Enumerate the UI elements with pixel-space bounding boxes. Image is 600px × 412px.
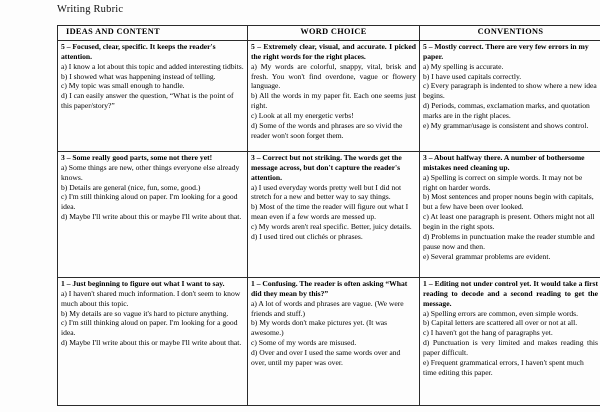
- criterion-item: d) I used tired out clichés or phrases.: [251, 231, 363, 241]
- cell-conventions-score-5: [420, 41, 600, 152]
- criterion-item: a) My spelling is accurate.: [423, 61, 504, 71]
- criterion-item: b) I showed what was happening instead of telling.: [61, 71, 216, 81]
- criterion-item: e) Frequent grammatical errors, I haven't spent much time editing this paper.: [423, 357, 584, 377]
- criterion-lead: 5 – Mostly correct. There are very few errors in my paper.: [423, 42, 589, 61]
- cell-word-choice-score-1: [248, 278, 420, 406]
- criterion-item: b) All the words in my paper fit. Each one seems just right.: [251, 91, 416, 111]
- page-title: Writing Rubric: [57, 4, 124, 15]
- criterion-item: d) Punctuation is very limited and makes reading this paper difficult.: [423, 338, 598, 358]
- table-header-row: [58, 26, 600, 41]
- cell-ideas-score-5: [58, 41, 248, 152]
- criterion-item: c) Every paragraph is indented to show where a new idea begins.: [423, 81, 597, 101]
- criterion-item: b) Capital letters are scattered all over or not at all.: [423, 318, 578, 328]
- criterion-item: c) My words aren't real specific. Better, juicy details.: [251, 222, 412, 232]
- criterion-item: b) Most of the time the reader will figure out what I mean even if a few words are messed up.: [251, 202, 409, 222]
- criterion-item: a) I used everyday words pretty well but I did not stretch for a new and better way to say things.: [251, 182, 402, 202]
- criterion-item: c) Look at all my energetic verbs!: [251, 111, 354, 121]
- column-header-conventions: CONVENTIONS: [420, 26, 600, 41]
- criterion-item: d) Periods, commas, exclamation marks, and quotation marks are in the right places.: [423, 101, 590, 121]
- criterion-lead: 5 – Focused, clear, specific. It keeps the reader's attention.: [61, 42, 216, 61]
- criterion-item: a) My words are colorful, snappy, vital, brisk and fresh. You won't find overdone, vague or flowery language.: [251, 61, 416, 91]
- criterion-item: d) Over and over I used the same words over and over, until my paper was over.: [251, 348, 401, 367]
- criterion-item: c) Some of my words are misused.: [251, 338, 357, 348]
- criterion-item: a) I know a lot about this topic and added interesting tidbits.: [61, 61, 244, 71]
- criterion-item: c) I'm still thinking aloud on paper. I'm looking for a good idea.: [61, 192, 238, 212]
- column-header-ideas-and-content: IDEAS AND CONTENT: [58, 26, 248, 41]
- cell-word-choice-score-3: [248, 152, 420, 278]
- cell-ideas-score-1: [58, 278, 248, 406]
- cell-conventions-score-3: [420, 152, 600, 278]
- criterion-item: c) At least one paragraph is present. Others might not all begin in the right spots.: [423, 212, 595, 232]
- column-header-word-choice: WORD CHOICE: [248, 26, 420, 41]
- criterion-item: b) My words don't make pictures yet. (It was awesome.): [251, 318, 388, 338]
- criterion-item: a) A lot of words and phrases are vague. (We were friends and stuff.): [251, 298, 404, 318]
- table-row-score-3: [58, 152, 600, 278]
- criterion-item: d) Maybe I'll write about this or maybe I'll write about that.: [61, 338, 242, 348]
- criterion-item: b) Most sentences and proper nouns begin with capitals, but a few have been over looked.: [423, 192, 594, 212]
- criterion-item: c) I'm still thinking aloud on paper. I'm looking for a good idea.: [61, 318, 238, 338]
- table-row-score-5: [58, 41, 600, 152]
- criterion-item: a) Some things are new, other things everyone else already knows.: [61, 162, 240, 182]
- criterion-item: c) I haven't got the hang of paragraphs yet.: [423, 328, 553, 338]
- writing-rubric-table: [57, 25, 600, 406]
- criterion-item: e) Several grammar problems are evident.: [423, 251, 551, 261]
- criterion-item: a) Spelling is correct on simple words. It may not be right on harder words.: [423, 172, 583, 192]
- criterion-item: d) Maybe I'll write about this or maybe I'll write about that.: [61, 212, 242, 222]
- table-row-score-1: [58, 278, 600, 406]
- criterion-lead: 3 – Correct but not striking. The words get the message across, but don't capture the reader's attention.: [251, 153, 402, 182]
- criterion-item: e) My grammar/usage is consistent and shows control.: [423, 120, 589, 130]
- criterion-item: c) My topic was small enough to handle.: [61, 81, 185, 91]
- criterion-lead: 1 – Confusing. The reader is often asking “What did they mean by this?”: [251, 279, 408, 298]
- criterion-item: a) I haven't shared much information. I don't seem to know much about this topic.: [61, 288, 241, 308]
- criterion-item: a) Spelling errors are common, even simple words.: [423, 308, 578, 318]
- cell-conventions-score-1: [420, 278, 600, 406]
- criterion-item: b) I have used capitals correctly.: [423, 71, 522, 81]
- criterion-lead: 3 – About halfway there. A number of bothersome mistakes need cleaning up.: [423, 153, 585, 172]
- criterion-lead: 1 – Editing not under control yet. It would take a first reading to decode and a second reading to get the message.: [423, 279, 598, 308]
- criterion-item: d) Problems in punctuation make the reader stumble and pause now and then.: [423, 231, 595, 251]
- cell-ideas-score-3: [58, 152, 248, 278]
- criterion-lead: 3 – Some really good parts, some not there yet!: [61, 153, 213, 162]
- cell-word-choice-score-5: [248, 41, 420, 152]
- criterion-item: d) Some of the words and phrases are so vivid the reader won't soon forget them.: [251, 120, 403, 140]
- criterion-item: d) I can easily answer the question, “What is the point of this paper/story?”: [61, 91, 234, 111]
- criterion-item: b) My details are so vague it's hard to picture anything.: [61, 308, 229, 318]
- criterion-lead: 5 – Extremely clear, visual, and accurate. I picked the right words for the right places.: [251, 42, 416, 61]
- criterion-item: b) Details are general (nice, fun, some, good.): [61, 182, 201, 192]
- criterion-lead: 1 – Just beginning to figure out what I want to say.: [61, 279, 225, 288]
